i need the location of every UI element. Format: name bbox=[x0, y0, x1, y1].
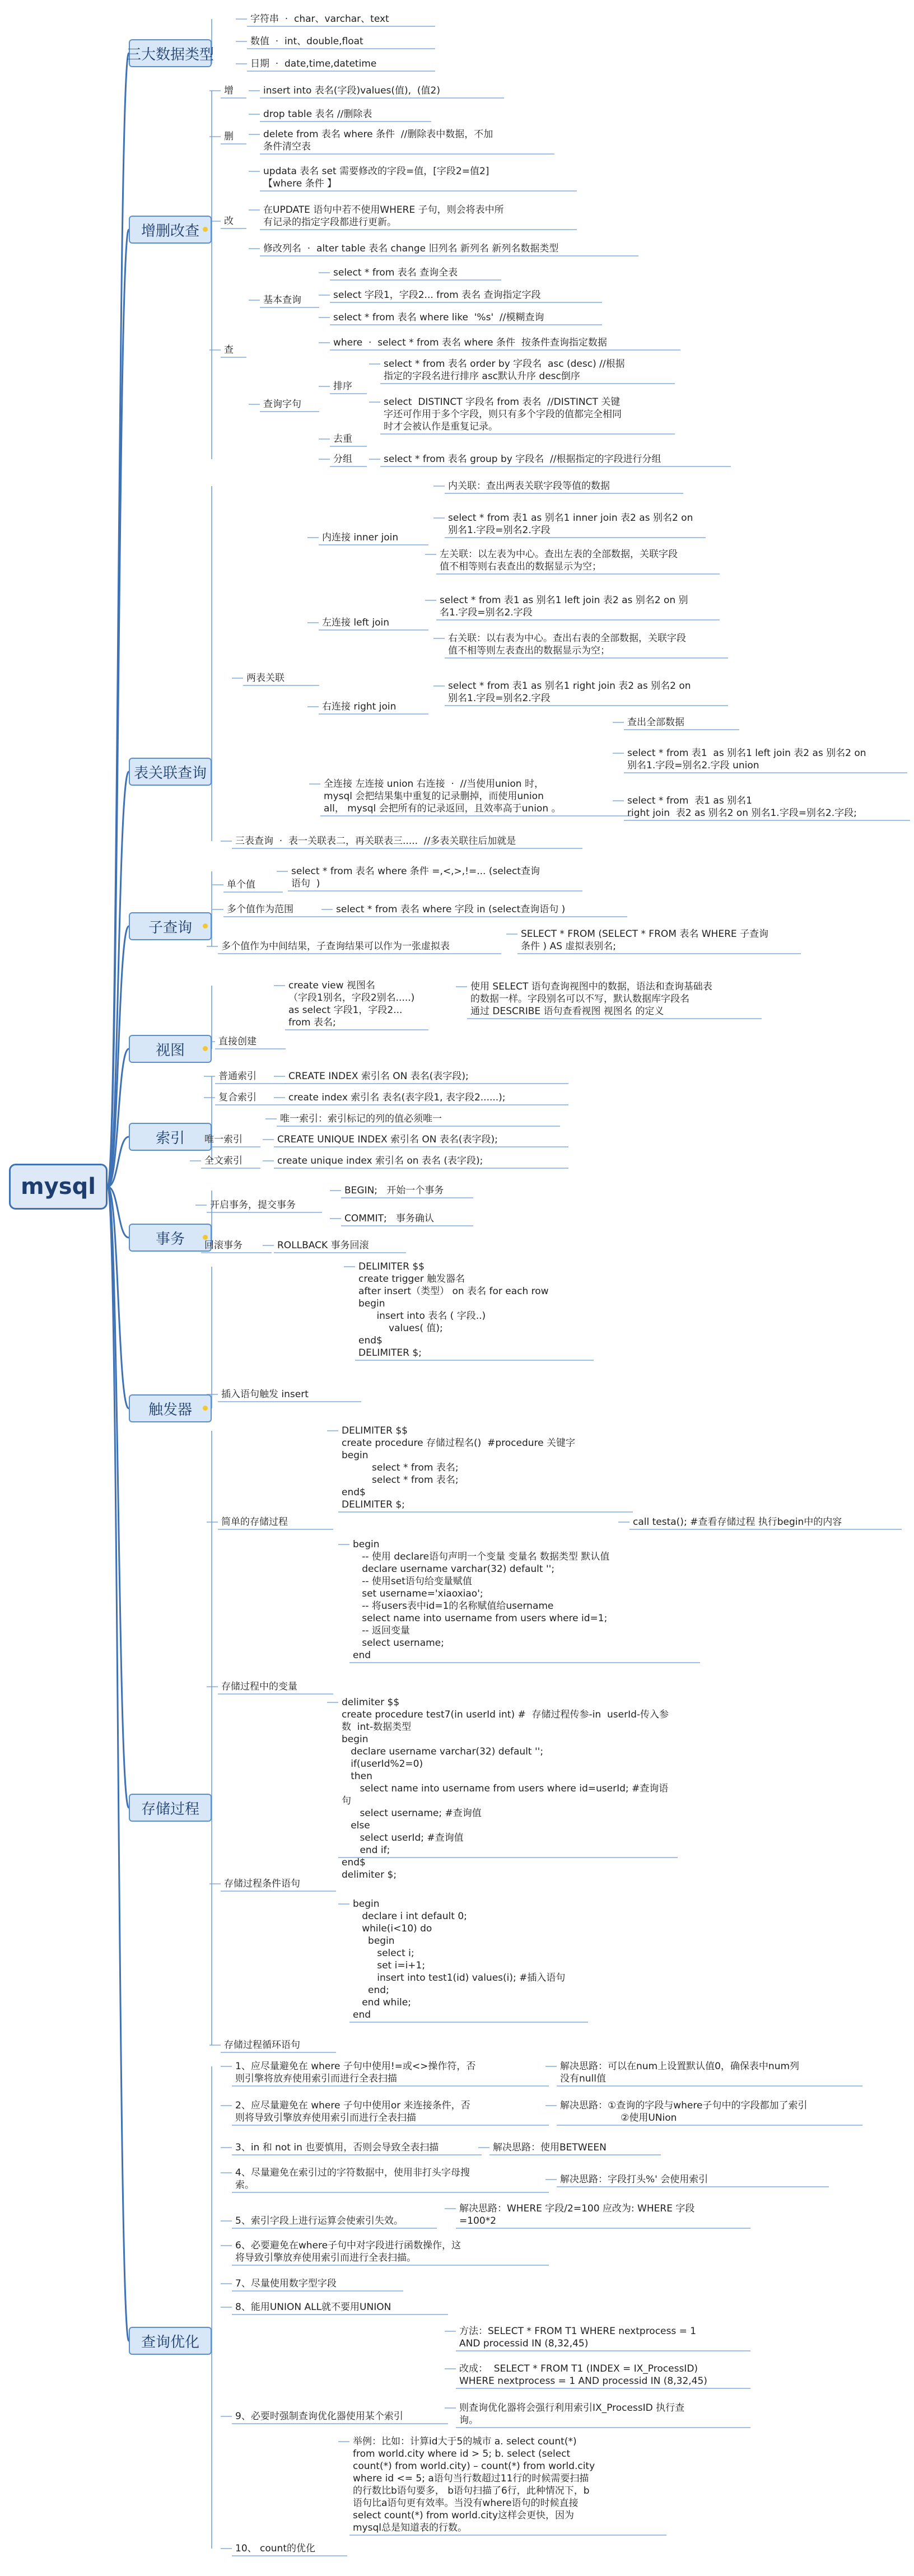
node-text[interactable]: select * from 表名 where like '%s' //模糊查询 bbox=[333, 312, 544, 323]
note-marker-icon bbox=[203, 923, 208, 928]
node-text[interactable]: select * from 表1 as 别名1 right join 表2 as 别名2 on 别名1.字段=别名2.字段; bbox=[627, 795, 857, 819]
node-text[interactable]: DELIMITER $$ create procedure 存储过程名() #procedure 关键字 begin select * from 表名; select * from 表名; end$ DELIMITER $; bbox=[342, 1425, 575, 1510]
node-text[interactable]: 两表关联 bbox=[246, 673, 285, 684]
node-text[interactable]: 查询字句 bbox=[263, 399, 301, 410]
node-text[interactable]: call testa(); #查看存储过程 执行begin中的内容 bbox=[633, 1516, 842, 1528]
node-text[interactable]: 字符串 · char、varchar、text bbox=[250, 13, 389, 25]
node-text[interactable]: 存储过程中的变量 bbox=[221, 1681, 297, 1692]
node-text[interactable]: 查 bbox=[224, 344, 234, 356]
node-text[interactable]: 左关联：以左表为中心。查出左表的全部数据，关联字段 值不相等则右表查出的数据显示为空； bbox=[440, 549, 678, 572]
node-text[interactable]: 举例：比如：计算id大于5的城市 a. select count(*) from world.city where id > 5; b. select (select count(*) from world.city) – count(*) from world.city where id <= 5; a语句当行数超过11行的时候需要扫描 的行数比b语句要多， b语句扫描了6行，此种情况下，b 语句比a语句更有效率。当没有where语句的时候直接 select count(*) from world.city这样会更快，因为 mysql总是知道表的行数。 bbox=[353, 2436, 595, 2533]
root-node[interactable]: mysql bbox=[9, 1164, 108, 1210]
node-text[interactable]: 多个值作为范围 bbox=[227, 904, 293, 915]
note-marker-icon bbox=[203, 227, 208, 232]
node-text[interactable]: 右关联：以右表为中心。查出右表的全部数据，关联字段 值不相等则左表查出的数据显示为空； bbox=[448, 633, 686, 656]
node-text[interactable]: 9、必要时强制查询优化器使用某个索引 bbox=[235, 2411, 403, 2422]
branch-optimize[interactable]: 查询优化 bbox=[129, 2327, 212, 2355]
node-text[interactable]: 普通索引 bbox=[218, 1071, 257, 1082]
node-text[interactable]: select * from 表名 where 字段 in (select查询语句 ) bbox=[336, 904, 566, 915]
branch-procedure[interactable]: 存储过程 bbox=[129, 1794, 212, 1822]
node-text[interactable]: 10、 count的优化 bbox=[235, 2543, 315, 2554]
node-text[interactable]: 3、in 和 not in 也要慎用，否则会导致全表扫描 bbox=[235, 2142, 439, 2153]
branch-trigger[interactable]: 触发器 bbox=[129, 1394, 212, 1422]
node-text[interactable]: 三表查询 · 表一关联表二，再关联表三..... //多表关联往后加就是 bbox=[235, 836, 516, 847]
node-text[interactable]: begin declare i int default 0; while(i<10) do begin select i; set i=i+1; insert into test1(id) values(i); #插入语句 end; end while; end bbox=[353, 1898, 566, 2020]
node-text[interactable]: 6、必要避免在where子句中对字段进行函数操作，这 将导致引擎放弃使用索引而进行全表扫描。 bbox=[235, 2240, 461, 2264]
node-text[interactable]: 全连接 左连接 union 右连接 · //当使用union 时， mysql 会把结果集中重复的记录删掉，而使用union all， mysql 会把所有的记录返回，且效率高于union 。 bbox=[324, 778, 561, 814]
node-text[interactable]: 1、应尽量避免在 where 子句中使用!=或<>操作符，否 则引擎将放弃使用索引而进行全表扫描 bbox=[235, 2061, 476, 2084]
node-text[interactable]: select * from 表1 as 别名1 left join 表2 as 别名2 on 别 名1.字段=别名2.字段 bbox=[440, 595, 688, 618]
node-text[interactable]: 删 bbox=[224, 131, 234, 142]
node-text[interactable]: updata 表名 set 需要修改的字段=值，[字段2=值2] 【where 条件 】 bbox=[263, 166, 489, 189]
node-text[interactable]: DELIMITER $$ create trigger 触发器名 after insert（类型） on 表名 for each row begin insert into 表名 ( 字段..) values( 值); end$ DELIMITER $; bbox=[358, 1261, 549, 1359]
branch-link-optimize bbox=[108, 1187, 129, 2341]
node-text[interactable]: select DISTINCT 字段名 from 表名 //DISTINCT 关键 字还可作用于多个字段，则只有多个字段的值都完全相同 时才会被认作是重复记录。 bbox=[384, 396, 622, 432]
node-text[interactable]: select * from 表1 as 别名1 inner join 表2 as 别名2 on 别名1.字段=别名2.字段 bbox=[448, 512, 693, 536]
note-marker-icon bbox=[203, 1406, 208, 1411]
node-text[interactable]: 查出全部数据 bbox=[627, 717, 684, 728]
node-text[interactable]: 唯一索引：索引标记的列的值必须唯一 bbox=[280, 1113, 442, 1124]
node-text[interactable]: select * from 表名 where 条件 =,<,>,!=... (select查询 语句 ) bbox=[291, 866, 540, 889]
node-text[interactable]: 简单的存储过程 bbox=[221, 1516, 288, 1528]
node-text[interactable]: 5、索引字段上进行运算会使索引失效。 bbox=[235, 2215, 403, 2227]
node-text[interactable]: 直接创建 bbox=[218, 1036, 257, 1047]
branch-join[interactable]: 表关联查询 bbox=[129, 758, 212, 786]
node-text[interactable]: 解决思路：WHERE 字段/2=100 应改为: WHERE 字段 =100*2 bbox=[459, 2203, 695, 2227]
branch-data-types[interactable]: 三大数据类型 bbox=[129, 39, 212, 67]
node-text[interactable]: create unique index 索引名 on 表名 (表字段); bbox=[277, 1155, 483, 1166]
node-text[interactable]: 分组 bbox=[333, 454, 352, 465]
node-text[interactable]: insert into 表名(字段)values(值), (值2) bbox=[263, 85, 440, 96]
node-text[interactable]: 2、应尽量避免在 where 子句中使用or 来连接条件，否 则将导致引擎放弃使用索引而进行全表扫描 bbox=[235, 2100, 470, 2124]
node-text[interactable]: delete from 表名 where 条件 //删除表中数据，不加 条件清空表 bbox=[263, 129, 493, 152]
node-text[interactable]: 日期 · date,time,datetime bbox=[250, 58, 377, 69]
node-text[interactable]: drop table 表名 //删除表 bbox=[263, 109, 372, 120]
node-text[interactable]: begin -- 使用 declare语句声明一个变量 变量名 数据类型 默认值 declare username varchar(32) default ''; -- 使用set语句给变量赋值 set username='xiaoxiao'; -- 将users表中id=1的名称赋值给username select name into username from users where id=1; -- 返回变量 select username; end bbox=[353, 1539, 610, 1661]
node-text[interactable]: 8、能用UNION ALL就不要用UNION bbox=[235, 2302, 391, 2313]
note-marker-icon bbox=[203, 1046, 208, 1051]
node-text[interactable]: create view 视图名 （字段1别名，字段2别名.....) as select 字段1，字段2... from 表名; bbox=[288, 980, 415, 1028]
node-text[interactable]: where · select * from 表名 where 条件 按条件查询指定数据 bbox=[333, 337, 607, 348]
node-text[interactable]: 方法：SELECT * FROM T1 WHERE nextprocess = 1 AND processid IN (8,32,45) bbox=[459, 2326, 697, 2349]
node-text[interactable]: 基本查询 bbox=[263, 295, 301, 306]
node-text[interactable]: select * from 表名 order by 字段名 asc (desc) //根据 指定的字段名进行排序 asc默认升序 desc倒序 bbox=[384, 358, 625, 382]
node-text[interactable]: BEGIN; 开始一个事务 bbox=[344, 1185, 444, 1196]
node-text[interactable]: 增 bbox=[224, 85, 234, 96]
node-text[interactable]: select 字段1，字段2... from 表名 查询指定字段 bbox=[333, 290, 541, 301]
node-text[interactable]: ROLLBACK 事务回滚 bbox=[277, 1240, 369, 1251]
node-text[interactable]: 排序 bbox=[333, 381, 352, 392]
node-text[interactable]: CREATE UNIQUE INDEX 索引名 ON 表名(表字段); bbox=[277, 1134, 498, 1145]
node-text[interactable]: COMMIT; 事务确认 bbox=[344, 1213, 434, 1224]
node-text[interactable]: 全文索引 bbox=[204, 1155, 243, 1166]
node-text[interactable]: 存储过程条件语句 bbox=[224, 1878, 300, 1889]
node-text[interactable]: 4、尽量避免在索引过的字符数据中，使用非打头字母搜 索。 bbox=[235, 2167, 470, 2191]
node-text[interactable]: delimiter $$ create procedure test7(in userId int) # 存储过程传参-in userId-传入参数 int-数据类型 begin declare username varchar(32) default ''; if(userId%2=0) then select name into username from users where id=userId; #查询语句 select username; #查询值 else select userId; #查询值 end if; end$ delimiter $; bbox=[342, 1697, 669, 1880]
node-text[interactable]: select * from 表1 as 别名1 left join 表2 as 别名2 on 别名1.字段=别名2.字段 union bbox=[627, 748, 866, 771]
node-text[interactable]: CREATE INDEX 索引名 ON 表名(表字段); bbox=[288, 1071, 469, 1082]
node-text[interactable]: select * from 表1 as 别名1 right join 表2 as 别名2 on 别名1.字段=别名2.字段 bbox=[448, 680, 691, 704]
node-text[interactable]: 数值 · int、double,float bbox=[250, 36, 363, 47]
node-text[interactable]: 修改列名 · alter table 表名 change 旧列名 新列名 新列名数据类型 bbox=[263, 243, 559, 254]
node-text[interactable]: 使用 SELECT 语句查询视图中的数据，语法和查询基础表 的数据一样。字段别名可以不写，默认数据库字段名 通过 DESCRIBE 语句查看视图 视图名 的定义 bbox=[470, 981, 712, 1017]
node-text[interactable]: select * from 表名 group by 字段名 //根据指定的字段进行分组 bbox=[384, 454, 661, 465]
node-text[interactable]: 唯一索引 bbox=[204, 1134, 243, 1145]
node-text[interactable]: 回滚事务 bbox=[204, 1240, 243, 1251]
node-text[interactable]: SELECT * FROM (SELECT * FROM 表名 WHERE 子查询 条件 ) AS 虚拟表别名; bbox=[521, 928, 769, 952]
node-text[interactable]: 左连接 left join bbox=[322, 617, 389, 628]
node-text[interactable]: 去重 bbox=[333, 433, 352, 445]
branch-crud[interactable]: 增删改查 bbox=[129, 216, 212, 244]
node-text[interactable]: 开启事务，提交事务 bbox=[210, 1200, 296, 1211]
node-text[interactable]: 存储过程循环语句 bbox=[224, 2040, 300, 2051]
node-text[interactable]: create index 索引名 表名(表字段1, 表字段2......); bbox=[288, 1092, 506, 1103]
node-text[interactable]: 插入语句触发 insert bbox=[221, 1389, 309, 1400]
node-text[interactable]: 单个值 bbox=[227, 879, 255, 890]
node-text[interactable]: 复合索引 bbox=[218, 1092, 257, 1103]
branch-link-data_types bbox=[108, 53, 129, 1187]
node-text[interactable]: 解决思路：可以在num上设置默认值0，确保表中num列 没有null值 bbox=[560, 2061, 800, 2084]
node-text[interactable]: 解决思路：字段打头%' 会使用索引 bbox=[560, 2174, 708, 2185]
node-text[interactable]: 多个值作为中间结果，子查询结果可以作为一张虚拟表 bbox=[221, 941, 450, 952]
branch-index[interactable]: 索引 bbox=[129, 1123, 212, 1151]
node-text[interactable]: 内关联：查出两表关联字段等值的数据 bbox=[448, 480, 610, 492]
node-text[interactable]: 解决思路：①查询的字段与where子句中的字段都加了索引 ②使用UNion bbox=[560, 2100, 808, 2124]
node-text[interactable]: 内连接 inner join bbox=[322, 532, 399, 543]
branch-view[interactable]: 视图 bbox=[129, 1035, 212, 1063]
node-text[interactable]: 则查询优化器将会强行利用索引IX_ProcessID 执行查 询。 bbox=[459, 2402, 685, 2426]
node-text[interactable]: 在UPDATE 语句中若不使用WHERE 子句，则会将表中所 有记录的指定字段都进行更新。 bbox=[263, 204, 504, 228]
branch-subquery[interactable]: 子查询 bbox=[129, 912, 212, 940]
branch-transaction[interactable]: 事务 bbox=[129, 1224, 212, 1252]
node-text[interactable]: 7、尽量使用数字型字段 bbox=[235, 2278, 337, 2289]
node-text[interactable]: 解决思路：使用BETWEEN bbox=[493, 2142, 607, 2153]
node-text[interactable]: select * from 表名 查询全表 bbox=[333, 267, 458, 278]
node-text[interactable]: 右连接 right join bbox=[322, 701, 397, 712]
node-text[interactable]: 改 bbox=[224, 216, 234, 227]
node-text[interactable]: 改成： SELECT * FROM T1 (INDEX = IX_ProcessID) WHERE nextprocess = 1 AND processid IN (8,32,45) bbox=[459, 2363, 707, 2387]
